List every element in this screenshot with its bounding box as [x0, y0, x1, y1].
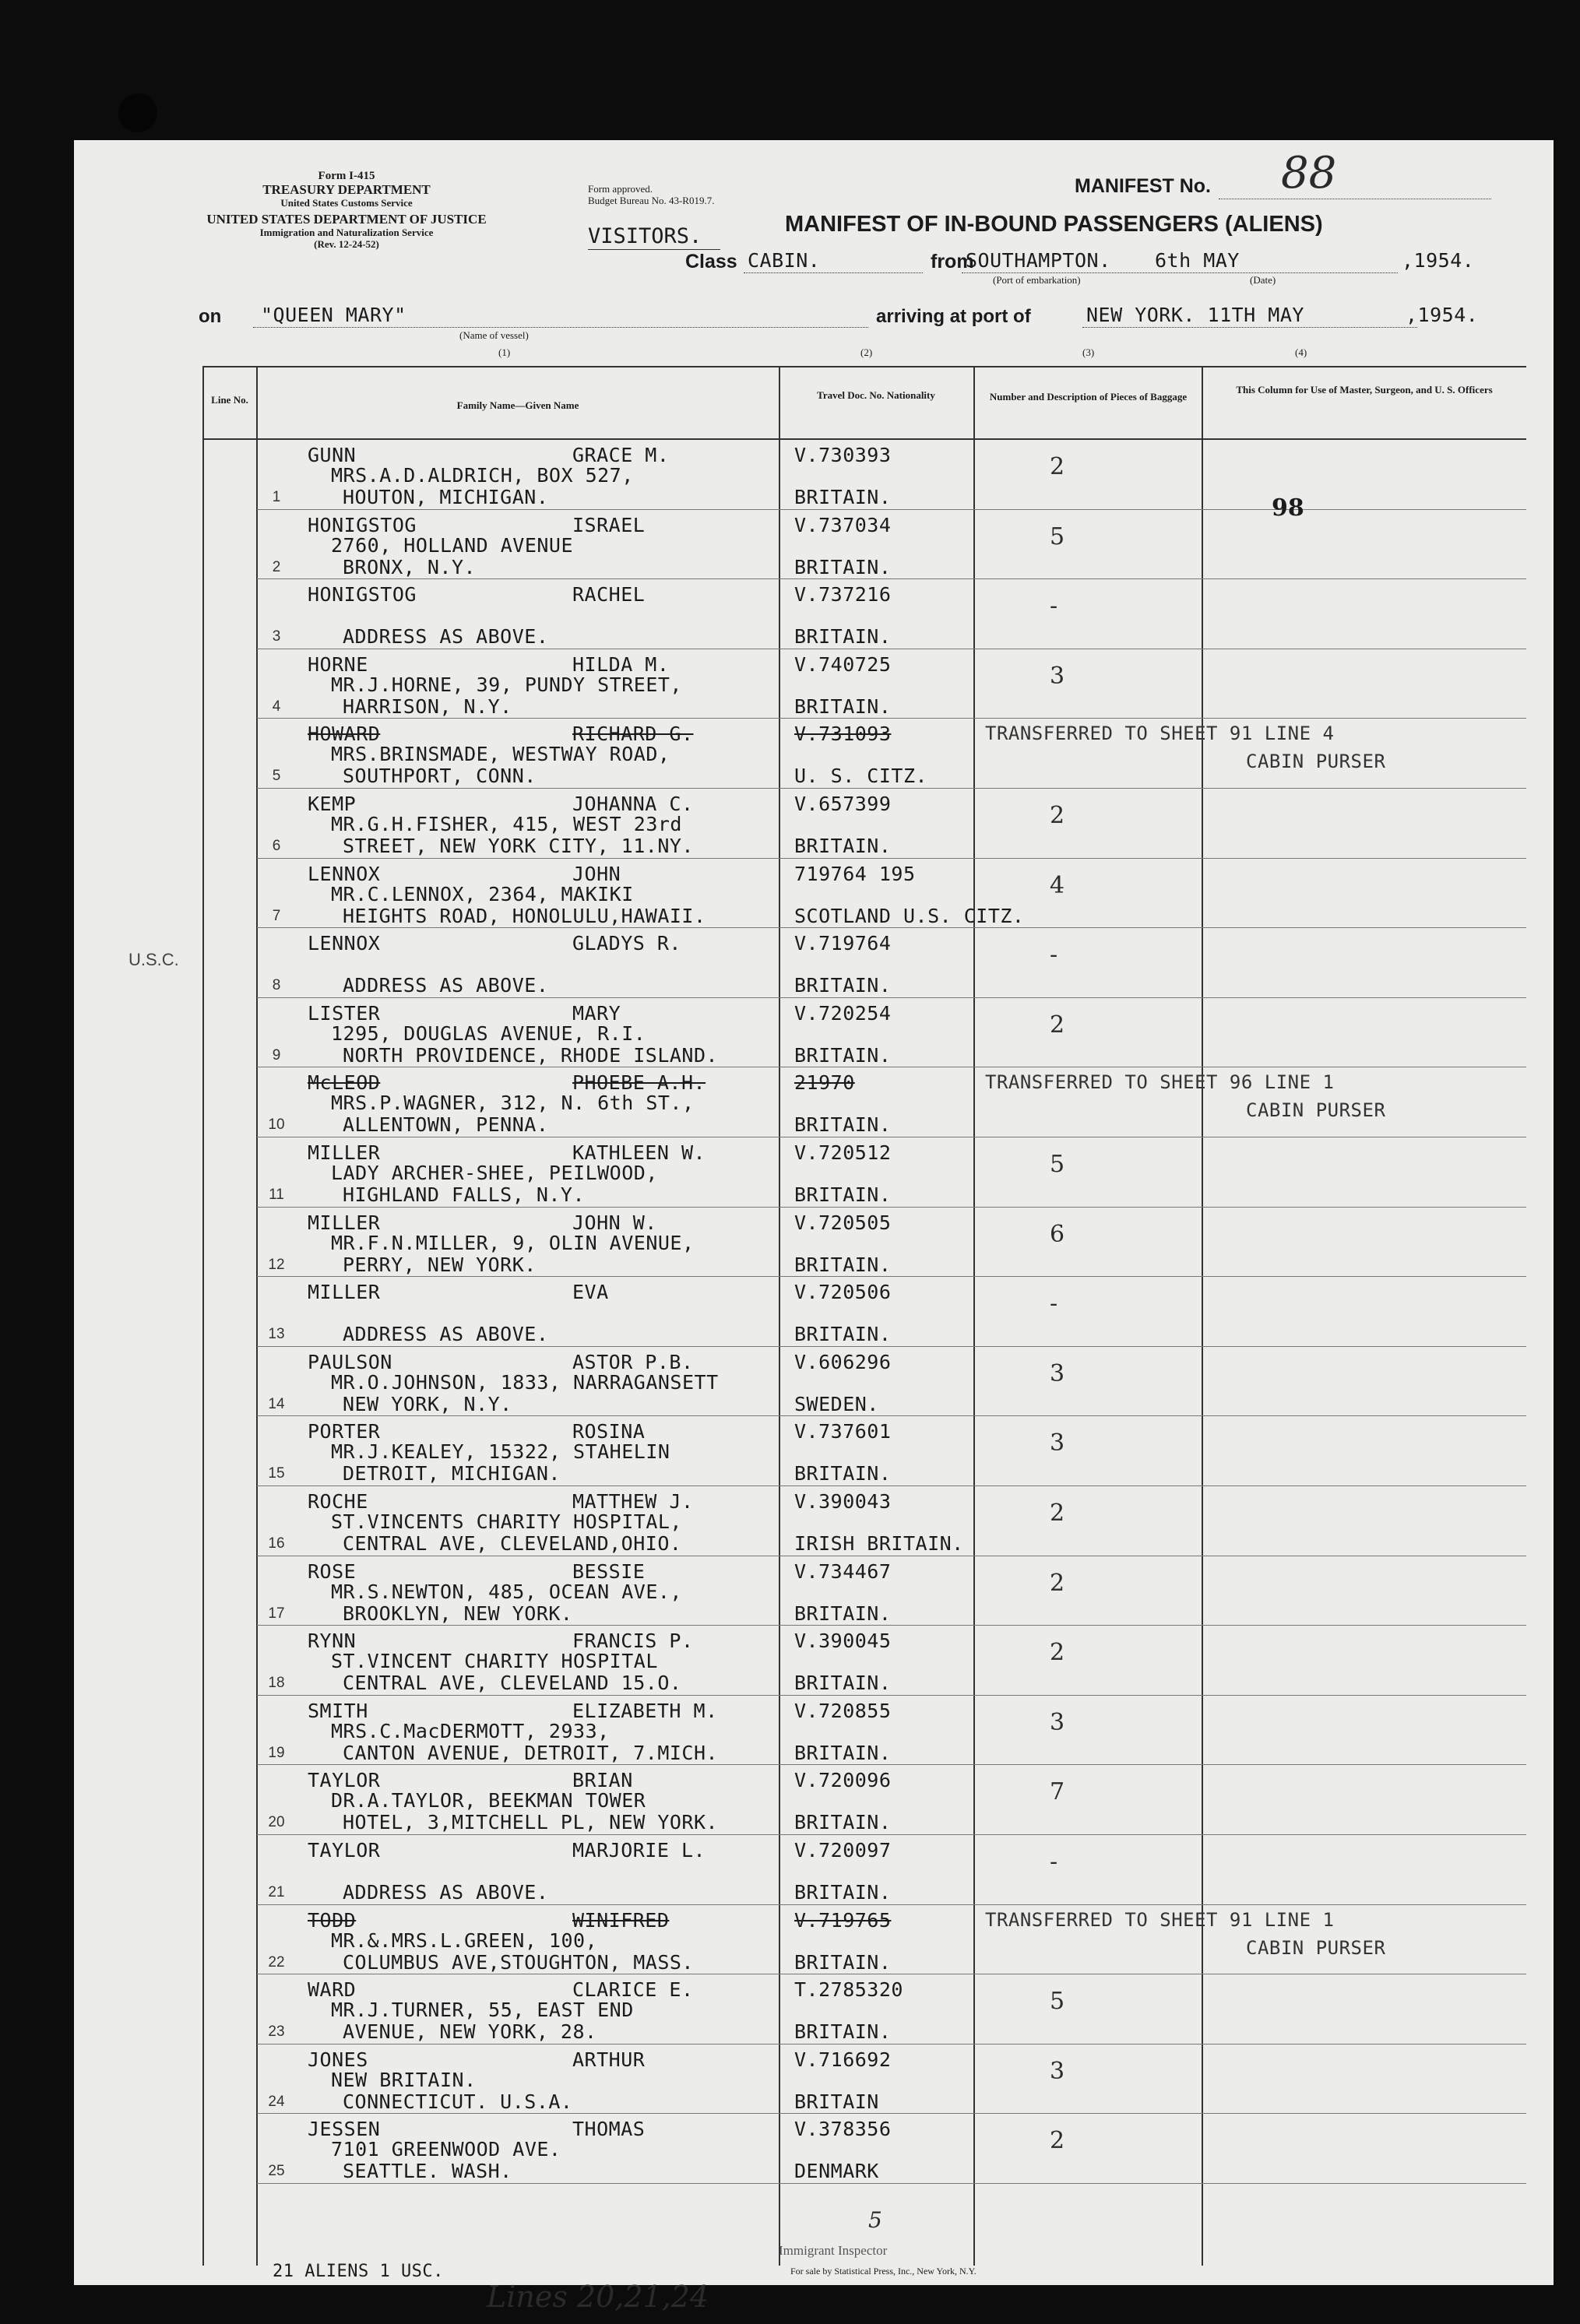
binder-hole	[118, 93, 157, 132]
given-name: GRACE M.	[572, 444, 670, 466]
row-divider	[257, 1485, 1526, 1486]
line-number: 3	[272, 628, 281, 645]
address-line-1: MR.J.KEALEY, 15322, STAHELIN	[331, 1440, 670, 1464]
embarkation-date: 6th MAY	[1155, 249, 1240, 272]
address-line-2: ADDRESS AS ABOVE.	[343, 974, 549, 997]
address-line-1: MR.S.NEWTON, 485, OCEAN AVE.,	[331, 1580, 682, 1603]
travel-doc-number: V.720096	[794, 1769, 892, 1792]
travel-doc-number: V.740725	[794, 652, 892, 676]
travel-doc-number: V.378356	[794, 2118, 892, 2141]
nationality: BRITAIN.	[794, 486, 892, 508]
row-divider	[257, 1207, 1526, 1208]
treasury-dept: TREASURY DEPARTMENT	[262, 182, 431, 197]
justice-dept: UNITED STATES DEPARTMENT OF JUSTICE	[206, 212, 487, 227]
travel-doc-number: V.720855	[794, 1699, 892, 1722]
baggage-count: 6	[1050, 1220, 1065, 1248]
manifest-title: MANIFEST OF IN-BOUND PASSENGERS (ALIENS)	[785, 212, 1323, 237]
address-line-2: HOUTON, MICHIGAN.	[343, 486, 549, 508]
travel-doc-number: V.720505	[794, 1211, 892, 1234]
address-line-1: DR.A.TAYLOR, BEEKMAN TOWER	[331, 1789, 646, 1812]
travel-doc-number: 719764 195	[794, 862, 916, 885]
travel-doc-number: V.390043	[794, 1490, 892, 1513]
baggage-count: 4	[1050, 871, 1065, 899]
given-name: PHOEBE A.H.	[572, 1071, 706, 1095]
travel-doc-number: V.390045	[794, 1630, 892, 1653]
baggage-count: -	[1050, 592, 1058, 621]
given-name: RICHARD G.	[572, 723, 694, 746]
form-revision: (Rev. 12-24-52)	[314, 238, 379, 250]
line-number: 6	[272, 838, 281, 854]
row-divider	[257, 2183, 1526, 2184]
address-line-2: COLUMBUS AVE,STOUGHTON, MASS.	[343, 1950, 694, 1974]
immigrant-inspector-stamp: Immigrant Inspector	[779, 2243, 888, 2258]
address-line-2: PERRY, NEW YORK.	[343, 1253, 537, 1276]
manifest-number: 88	[1281, 148, 1337, 199]
address-line-2: BROOKLYN, NEW YORK.	[343, 1601, 573, 1625]
address-line-2: ADDRESS AS ABOVE.	[343, 625, 549, 649]
family-name: JONES	[308, 2048, 368, 2071]
given-name: JOHN W.	[572, 1211, 657, 1234]
given-name: JOHN	[572, 862, 621, 885]
travel-doc-number: T.2785320	[794, 1978, 903, 2002]
line-number: 2	[272, 558, 281, 575]
given-name: MARY	[572, 1001, 621, 1025]
given-name: RACHEL	[572, 583, 646, 606]
line-number: 17	[268, 1605, 285, 1622]
family-name: LISTER	[308, 1001, 381, 1025]
address-line-2: CONNECTICUT. U.S.A.	[343, 2090, 573, 2113]
nationality: DENMARK	[794, 2160, 879, 2183]
header-baggage: Number and Description of Pieces of Baggage	[989, 391, 1188, 403]
nationality: BRITAIN.	[794, 694, 892, 718]
travel-doc-number: V.737601	[794, 1420, 892, 1443]
family-name: MILLER	[308, 1281, 381, 1304]
nationality: U. S. CITZ.	[794, 765, 928, 788]
baggage-count: -	[1050, 941, 1058, 969]
footer-signature-lines: Lines 20,21,24	[487, 2280, 709, 2314]
address-line-2: HIGHLAND FALLS, N.Y.	[343, 1183, 586, 1206]
address-line-2: AVENUE, NEW YORK, 28.	[343, 2020, 597, 2044]
address-line-2: CENTRAL AVE, CLEVELAND,OHIO.	[343, 1532, 682, 1555]
address-line-2: CANTON AVENUE, DETROIT, 7.MICH.	[343, 1741, 719, 1764]
address-line-1: MR.F.N.MILLER, 9, OLIN AVENUE,	[331, 1231, 695, 1254]
family-name: ROCHE	[308, 1490, 368, 1513]
manifest-sheet	[74, 140, 1554, 2314]
address-line-2: HOTEL, 3,MITCHELL PL, NEW YORK.	[343, 1811, 719, 1834]
travel-doc-number: V.720512	[794, 1141, 892, 1164]
baggage-count: 2	[1050, 802, 1065, 829]
line-number: 22	[268, 1953, 285, 1971]
line-number: 12	[268, 1256, 285, 1273]
nationality: BRITAIN.	[794, 1323, 892, 1346]
header-travel-doc: Travel Doc. No. Nationality	[817, 389, 935, 401]
given-name: ASTOR P.B.	[572, 1350, 694, 1373]
address-line-2: HARRISON, N.Y.	[343, 694, 512, 718]
travel-doc-number: V.719765	[794, 1908, 892, 1932]
given-name: CLARICE E.	[572, 1978, 694, 2002]
col-num-2: (2)	[860, 346, 873, 358]
row-divider	[257, 788, 1526, 789]
baggage-count: 2	[1050, 1639, 1065, 1667]
address-line-1: 1295, DOUGLAS AVENUE, R.I.	[331, 1021, 646, 1045]
vessel-name: "QUEEN MARY"	[261, 304, 406, 326]
row-divider	[257, 858, 1526, 859]
embarkation-year: ,1954.	[1402, 249, 1475, 272]
nationality: BRITAIN.	[794, 1253, 892, 1276]
given-name: BRIAN	[572, 1769, 633, 1792]
address-line-2: HEIGHTS ROAD, HONOLULU,HAWAII.	[343, 904, 706, 927]
embarkation-port: SOUTHAMPTON.	[966, 249, 1111, 272]
baggage-count: 3	[1050, 1708, 1065, 1736]
address-line-1: MR.O.JOHNSON, 1833, NARRAGANSETT	[331, 1370, 719, 1394]
baggage-count: 5	[1050, 1151, 1065, 1178]
given-name: JOHANNA C.	[572, 793, 694, 815]
date-caption: (Date)	[1250, 274, 1276, 286]
travel-doc-number: V.606296	[794, 1350, 892, 1373]
given-name: ARTHUR	[572, 2048, 646, 2071]
address-line-2: ALLENTOWN, PENNA.	[343, 1113, 549, 1137]
col-num-3: (3)	[1082, 346, 1095, 358]
col-num-4: (4)	[1295, 346, 1307, 358]
row-divider	[257, 718, 1526, 719]
nationality: BRITAIN.	[794, 1881, 892, 1904]
family-name: MILLER	[308, 1141, 381, 1164]
address-line-1: LADY ARCHER-SHEE, PEILWOOD,	[331, 1162, 658, 1184]
line-number: 14	[268, 1395, 285, 1412]
travel-doc-number: V.720097	[794, 1839, 892, 1862]
family-name: JESSEN	[308, 2118, 381, 2141]
immigration-service: Immigration and Naturalization Service	[259, 227, 434, 238]
address-line-1: MR.G.H.FISHER, 415, WEST 23rd	[331, 813, 682, 835]
address-line-1: MRS.C.MacDERMOTT, 2933,	[331, 1719, 610, 1742]
transfer-note: TRANSFERRED TO SHEET 91 LINE 1	[985, 1908, 1335, 1931]
family-name: HOWARD	[308, 723, 381, 746]
vessel-caption: (Name of vessel)	[459, 329, 529, 341]
family-name: GUNN	[308, 444, 357, 466]
row-divider	[257, 927, 1526, 928]
line-number: 7	[272, 907, 281, 924]
form-number: Form I-415	[318, 170, 375, 182]
row-divider	[257, 1276, 1526, 1277]
port-caption: (Port of embarkation)	[993, 274, 1081, 286]
address-line-2: BRONX, N.Y.	[343, 555, 477, 578]
baggage-count: 2	[1050, 2127, 1065, 2155]
nationality: BRITAIN.	[794, 1601, 892, 1625]
baggage-count: -	[1050, 1290, 1058, 1318]
row-divider	[257, 509, 1526, 510]
address-line-1: ST.VINCENTS CHARITY HOSPITAL,	[331, 1510, 682, 1533]
line-number: 9	[272, 1046, 281, 1064]
nationality: BRITAIN.	[794, 974, 892, 997]
travel-doc-number: V.730393	[794, 444, 892, 466]
baggage-count: 3	[1050, 1359, 1065, 1387]
line-number: 8	[272, 977, 281, 994]
nationality: BRITAIN.	[794, 1741, 892, 1764]
baggage-count: 2	[1050, 1011, 1065, 1039]
family-name: TAYLOR	[308, 1839, 381, 1862]
family-name: RYNN	[308, 1630, 357, 1653]
family-name: HONIGSTOG	[308, 583, 417, 606]
family-name: TODD	[308, 1908, 357, 1932]
cabin-purser: CABIN PURSER	[1246, 751, 1386, 773]
row-divider	[257, 1695, 1526, 1696]
travel-doc-number: V.720506	[794, 1281, 892, 1304]
nationality: BRITAIN.	[794, 625, 892, 649]
baggage-count: 3	[1050, 1429, 1065, 1457]
row-divider	[257, 2113, 1526, 2114]
form-approved: Form approved.	[588, 183, 653, 195]
travel-doc-number: 21970	[794, 1071, 855, 1095]
line-number: 19	[268, 1744, 285, 1761]
baggage-count: 3	[1050, 662, 1065, 690]
address-line-1: NEW BRITAIN.	[331, 2068, 477, 2091]
line-number: 21	[268, 1884, 285, 1900]
address-line-2: ADDRESS AS ABOVE.	[343, 1881, 549, 1904]
line-number: 25	[268, 2163, 285, 2180]
line-number: 1	[272, 489, 281, 505]
nationality: BRITAIN.	[794, 1811, 892, 1834]
given-name: HILDA M.	[572, 652, 670, 676]
address-line-1: MRS.BRINSMADE, WESTWAY ROAD,	[331, 743, 670, 766]
family-name: TAYLOR	[308, 1769, 381, 1792]
given-name: ROSINA	[572, 1420, 646, 1443]
given-name: FRANCIS P.	[572, 1630, 694, 1653]
address-line-1: MR.&.MRS.L.GREEN, 100,	[331, 1928, 598, 1952]
address-line-1: ST.VINCENT CHARITY HOSPITAL	[331, 1650, 658, 1673]
row-divider	[257, 1834, 1526, 1835]
baggage-count: 3	[1050, 2057, 1065, 2085]
line-number: 11	[269, 1187, 284, 1203]
family-name: ROSE	[308, 1559, 357, 1583]
travel-doc-number: V.657399	[794, 793, 892, 815]
address-line-1: MR.J.HORNE, 39, PUNDY STREET,	[331, 673, 682, 696]
arrival-port-date: NEW YORK. 11TH MAY	[1086, 304, 1304, 326]
line-number: 24	[268, 2093, 285, 2110]
family-name: LENNOX	[308, 932, 381, 955]
travel-doc-number: V.734467	[794, 1559, 892, 1583]
address-line-1: MRS.P.WAGNER, 312, N. 6th ST.,	[331, 1092, 695, 1115]
nationality: BRITAIN.	[794, 2020, 892, 2044]
travel-doc-number: V.737216	[794, 583, 892, 606]
nationality: BRITAIN.	[794, 1462, 892, 1485]
col-num-1: (1)	[498, 346, 511, 358]
address-line-2: ADDRESS AS ABOVE.	[343, 1323, 549, 1346]
given-name: MATTHEW J.	[572, 1490, 694, 1513]
family-name: SMITH	[308, 1699, 368, 1722]
family-name: HONIGSTOG	[308, 513, 417, 536]
footer-printer: For sale by Statistical Press, Inc., New York, N.Y.	[790, 2266, 977, 2277]
nationality: SWEDEN.	[794, 1392, 879, 1415]
baggage-count: 5	[1050, 1988, 1065, 2016]
travel-doc-number: V.720254	[794, 1001, 892, 1025]
row-divider	[257, 997, 1526, 998]
arrival-year: ,1954.	[1406, 304, 1479, 326]
row-divider	[257, 1904, 1526, 1905]
customs-service: United States Customs Service	[280, 197, 413, 209]
line-number: 23	[268, 2023, 285, 2041]
category-label: VISITORS.	[588, 224, 702, 248]
nationality: BRITAIN.	[794, 835, 892, 857]
line-number: 4	[272, 698, 281, 715]
row-divider	[257, 1764, 1526, 1765]
class-label: Class	[685, 251, 737, 272]
row-divider	[257, 1625, 1526, 1626]
travel-doc-number: V.716692	[794, 2048, 892, 2071]
given-name: MARJORIE L.	[572, 1839, 706, 1862]
footer-alien-count: 21 ALIENS 1 USC.	[273, 2262, 444, 2281]
nationality: BRITAIN.	[794, 555, 892, 578]
address-line-2: DETROIT, MICHIGAN.	[343, 1462, 561, 1485]
transfer-note: TRANSFERRED TO SHEET 91 LINE 4	[985, 723, 1335, 745]
transfer-note: TRANSFERRED TO SHEET 96 LINE 1	[985, 1071, 1335, 1094]
nationality: BRITAIN.	[794, 1043, 892, 1067]
address-line-1: MRS.A.D.ALDRICH, BOX 527,	[331, 464, 634, 487]
nationality: BRITAIN.	[794, 1672, 892, 1695]
family-name: KEMP	[308, 793, 357, 815]
address-line-2: NEW YORK, N.Y.	[343, 1392, 512, 1415]
address-line-2: SOUTHPORT, CONN.	[343, 765, 537, 788]
address-line-2: SEATTLE. WASH.	[343, 2160, 512, 2183]
travel-doc-number: V.731093	[794, 723, 892, 746]
nationality: BRITAIN	[794, 2090, 879, 2113]
inspector-mark: 5	[868, 2207, 882, 2233]
class-value: CABIN.	[748, 249, 821, 272]
nationality: BRITAIN.	[794, 1183, 892, 1206]
family-name: PORTER	[308, 1420, 381, 1443]
given-name: BESSIE	[572, 1559, 646, 1583]
given-name: KATHLEEN W.	[572, 1141, 706, 1164]
address-line-1: 2760, HOLLAND AVENUE	[331, 533, 574, 557]
on-label: on	[199, 306, 222, 327]
header-line-no: Line No.	[211, 394, 248, 406]
address-line-2: CENTRAL AVE, CLEVELAND 15.O.	[343, 1672, 682, 1695]
budget-bureau: Budget Bureau No. 43-R019.7.	[588, 195, 715, 206]
line-number: 15	[268, 1465, 285, 1482]
family-name: LENNOX	[308, 862, 381, 885]
family-name: WARD	[308, 1978, 357, 2002]
address-line-2: STREET, NEW YORK CITY, 11.NY.	[343, 835, 694, 857]
row-divider	[257, 1415, 1526, 1416]
nationality: SCOTLAND U.S. CITZ.	[794, 904, 1025, 927]
cabin-purser: CABIN PURSER	[1246, 1099, 1386, 1122]
header-officers: This Column for Use of Master, Surgeon, and U. S. Officers	[1236, 384, 1493, 396]
line-number: 18	[268, 1675, 285, 1692]
line-number: 5	[272, 768, 281, 785]
nationality: IRISH BRITAIN.	[794, 1532, 964, 1555]
manifest-label: MANIFEST No.	[1075, 175, 1211, 197]
address-line-1: MR.C.LENNOX, 2364, MAKIKI	[331, 882, 634, 905]
cabin-purser: CABIN PURSER	[1246, 1936, 1386, 1959]
address-line-1: 7101 GREENWOOD AVE.	[331, 2138, 561, 2161]
given-name: ISRAEL	[572, 513, 646, 536]
officer-mark: 98	[1272, 494, 1304, 522]
baggage-count: 2	[1050, 1569, 1065, 1597]
baggage-count: -	[1050, 1848, 1058, 1876]
travel-doc-number: V.737034	[794, 513, 892, 536]
line-number: 10	[268, 1116, 285, 1134]
line-number: 16	[268, 1535, 285, 1552]
given-name: EVA	[572, 1281, 609, 1304]
given-name: WINIFRED	[572, 1908, 670, 1932]
baggage-count: 5	[1050, 522, 1065, 550]
header-name: Family Name—Given Name	[456, 399, 579, 411]
line-number: 20	[268, 1814, 285, 1831]
usc-margin-note: U.S.C.	[128, 950, 179, 969]
baggage-count: 2	[1050, 1500, 1065, 1527]
family-name: PAULSON	[308, 1350, 392, 1373]
family-name: HORNE	[308, 652, 368, 676]
line-number: 13	[268, 1326, 285, 1343]
address-line-2: NORTH PROVIDENCE, RHODE ISLAND.	[343, 1043, 719, 1067]
address-line-1: MR.J.TURNER, 55, EAST END	[331, 1999, 634, 2022]
nationality: BRITAIN.	[794, 1113, 892, 1137]
row-divider	[257, 578, 1526, 579]
given-name: GLADYS R.	[572, 932, 681, 955]
baggage-count: 7	[1050, 1778, 1065, 1806]
family-name: MILLER	[308, 1211, 381, 1234]
row-divider	[257, 1346, 1526, 1347]
family-name: McLEOD	[308, 1071, 381, 1095]
arriving-label: arriving at port of	[876, 306, 1031, 327]
baggage-count: 2	[1050, 453, 1065, 480]
given-name: THOMAS	[572, 2118, 646, 2141]
from-label: from	[931, 251, 974, 272]
nationality: BRITAIN.	[794, 1950, 892, 1974]
given-name: ELIZABETH M.	[572, 1699, 718, 1722]
travel-doc-number: V.719764	[794, 932, 892, 955]
